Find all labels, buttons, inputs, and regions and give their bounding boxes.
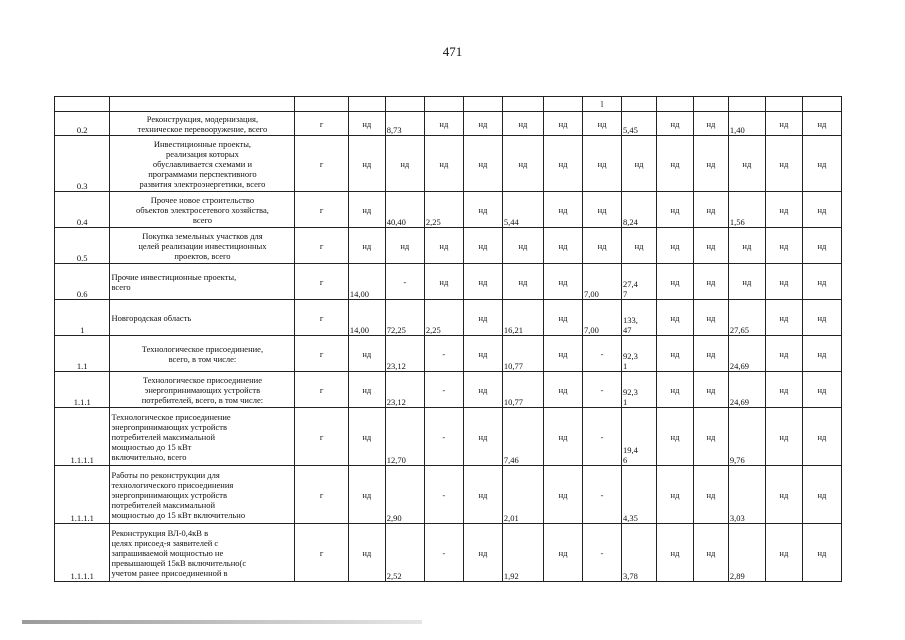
value-cell: нд	[583, 228, 622, 264]
value-cell: нд	[543, 112, 582, 136]
row-name: Технологическое присоединение энергопринимающих устройств потребителей максимальной мощностью до 15 кВт включительно, всего	[110, 408, 295, 466]
value-cell: нд	[656, 300, 693, 336]
value-cell: 2,25	[424, 300, 463, 336]
value-cell: 23,12	[385, 336, 424, 372]
value-cell: нд	[656, 372, 693, 408]
value-cell: нд	[463, 300, 502, 336]
row-unit: г	[295, 192, 348, 228]
value-cell: -	[424, 408, 463, 466]
value-cell: 9,76	[728, 408, 765, 466]
header-cell	[622, 97, 657, 112]
header-cell	[385, 97, 424, 112]
value-cell: нд	[656, 112, 693, 136]
value-cell: нд	[765, 466, 802, 524]
value-cell: нд	[543, 264, 582, 300]
value-cell: нд	[543, 192, 582, 228]
value-cell: нд	[385, 136, 424, 192]
row-code: 0.3	[55, 136, 110, 192]
value-cell: нд	[765, 300, 802, 336]
row-code: 1.1.1.1	[55, 466, 110, 524]
value-cell: нд	[802, 524, 841, 582]
row-unit: г	[295, 136, 348, 192]
value-cell: -	[583, 372, 622, 408]
header-cell	[543, 97, 582, 112]
value-cell: нд	[622, 136, 657, 192]
value-cell: -	[424, 372, 463, 408]
value-cell: нд	[424, 264, 463, 300]
value-cell: 1,92	[502, 524, 543, 582]
value-cell: 5,44	[502, 192, 543, 228]
row-code: 1.1	[55, 336, 110, 372]
value-cell: нд	[656, 264, 693, 300]
value-cell: нд	[348, 372, 385, 408]
value-cell: -	[583, 466, 622, 524]
value-cell: нд	[348, 408, 385, 466]
value-cell: нд	[502, 228, 543, 264]
value-cell: нд	[543, 228, 582, 264]
value-cell: нд	[463, 264, 502, 300]
value-cell: нд	[543, 336, 582, 372]
row-name: Новгородская область	[110, 300, 295, 336]
row-name: Работы по реконструкции для технологического присоединения энергопринимающих устройств потребителей максимальной мощностью до 15 кВт включительно	[110, 466, 295, 524]
row-unit: г	[295, 336, 348, 372]
value-cell: 14,00	[348, 264, 385, 300]
row-code: 0.4	[55, 192, 110, 228]
row-unit: г	[295, 524, 348, 582]
value-cell: нд	[463, 112, 502, 136]
header-cell	[693, 97, 728, 112]
value-cell: нд	[463, 192, 502, 228]
value-cell: 72,25	[385, 300, 424, 336]
value-cell: нд	[728, 136, 765, 192]
header-cell	[656, 97, 693, 112]
value-cell: нд	[693, 136, 728, 192]
value-cell: нд	[693, 372, 728, 408]
value-cell: 14,00	[348, 300, 385, 336]
value-cell: нд	[656, 336, 693, 372]
row-unit: г	[295, 300, 348, 336]
value-cell: 1,56	[728, 192, 765, 228]
header-cell	[502, 97, 543, 112]
value-cell: нд	[543, 408, 582, 466]
value-cell: нд	[765, 228, 802, 264]
row-code: 1.1.1.1	[55, 408, 110, 466]
value-cell: нд	[693, 466, 728, 524]
table-row	[55, 372, 842, 408]
value-cell: нд	[424, 228, 463, 264]
row-code: 0.5	[55, 228, 110, 264]
value-cell: нд	[765, 264, 802, 300]
value-cell: 27,4 7	[622, 264, 657, 300]
value-cell: нд	[622, 228, 657, 264]
value-cell: 23,12	[385, 372, 424, 408]
value-cell: 4,35	[622, 466, 657, 524]
row-unit: г	[295, 228, 348, 264]
value-cell: нд	[385, 228, 424, 264]
row-name: Покупка земельных участков для целей реализации инвестиционных проектов, всего	[110, 228, 295, 264]
value-cell: 2,89	[728, 524, 765, 582]
value-cell: 3,03	[728, 466, 765, 524]
value-cell: нд	[463, 466, 502, 524]
value-cell: нд	[348, 136, 385, 192]
value-cell: 2,90	[385, 466, 424, 524]
header-cell	[110, 97, 295, 112]
value-cell: 1,40	[728, 112, 765, 136]
header-marker: l	[583, 97, 622, 112]
value-cell: 92,3 1	[622, 372, 657, 408]
header-cell	[463, 97, 502, 112]
value-cell: нд	[583, 192, 622, 228]
value-cell: нд	[728, 264, 765, 300]
value-cell: нд	[424, 112, 463, 136]
row-code: 1	[55, 300, 110, 336]
value-cell: 3,78	[622, 524, 657, 582]
value-cell: 92,3 1	[622, 336, 657, 372]
row-code: 1.1.1	[55, 372, 110, 408]
value-cell: нд	[802, 466, 841, 524]
value-cell: нд	[802, 136, 841, 192]
row-name: Технологическое присоединение, всего, в том числе:	[110, 336, 295, 372]
value-cell: 24,69	[728, 336, 765, 372]
table-row	[55, 408, 842, 466]
value-cell: нд	[693, 408, 728, 466]
table-row	[55, 264, 842, 300]
value-cell: 12,70	[385, 408, 424, 466]
value-cell: нд	[348, 466, 385, 524]
value-cell: нд	[802, 300, 841, 336]
value-cell: нд	[348, 112, 385, 136]
value-cell: нд	[765, 408, 802, 466]
row-name: Прочее новое строительство объектов электросетевого хозяйства, всего	[110, 192, 295, 228]
value-cell: 7,00	[583, 300, 622, 336]
value-cell: 16,21	[502, 300, 543, 336]
value-cell: 40,40	[385, 192, 424, 228]
row-code: 1.1.1.1	[55, 524, 110, 582]
table-row	[55, 300, 842, 336]
value-cell: нд	[656, 192, 693, 228]
value-cell: -	[583, 524, 622, 582]
value-cell: 7,46	[502, 408, 543, 466]
value-cell: 8,73	[385, 112, 424, 136]
value-cell: нд	[656, 136, 693, 192]
value-cell: нд	[583, 112, 622, 136]
value-cell: нд	[765, 112, 802, 136]
value-cell: 2,01	[502, 466, 543, 524]
value-cell: нд	[693, 112, 728, 136]
table-row	[55, 466, 842, 524]
value-cell: нд	[728, 228, 765, 264]
value-cell: -	[424, 336, 463, 372]
value-cell: нд	[802, 408, 841, 466]
value-cell: -	[424, 466, 463, 524]
row-unit: г	[295, 112, 348, 136]
value-cell: нд	[463, 408, 502, 466]
header-cell	[728, 97, 765, 112]
value-cell: нд	[543, 300, 582, 336]
value-cell: нд	[463, 228, 502, 264]
row-name: Инвестиционные проекты, реализация которых обуславливается схемами и программами перспективного развития электроэнергетики, всего	[110, 136, 295, 192]
value-cell: нд	[693, 524, 728, 582]
value-cell: -	[583, 336, 622, 372]
value-cell: нд	[502, 136, 543, 192]
header-cell	[348, 97, 385, 112]
value-cell: нд	[463, 372, 502, 408]
value-cell: нд	[802, 112, 841, 136]
value-cell: нд	[765, 524, 802, 582]
value-cell: нд	[693, 228, 728, 264]
table-header-row	[55, 97, 842, 112]
value-cell: -	[424, 524, 463, 582]
value-cell: нд	[463, 524, 502, 582]
table-row	[55, 336, 842, 372]
row-unit: г	[295, 408, 348, 466]
value-cell: 10,77	[502, 336, 543, 372]
table-row	[55, 112, 842, 136]
value-cell: 5,45	[622, 112, 657, 136]
value-cell: -	[385, 264, 424, 300]
value-cell: нд	[583, 136, 622, 192]
value-cell: нд	[765, 192, 802, 228]
table-row	[55, 524, 842, 582]
value-cell: нд	[543, 372, 582, 408]
header-cell	[424, 97, 463, 112]
value-cell: нд	[502, 112, 543, 136]
value-cell: нд	[502, 264, 543, 300]
value-cell: 19,4 6	[622, 408, 657, 466]
value-cell: нд	[348, 524, 385, 582]
header-cell	[802, 97, 841, 112]
value-cell: 2,52	[385, 524, 424, 582]
value-cell: нд	[802, 336, 841, 372]
value-cell: нд	[765, 136, 802, 192]
value-cell: нд	[656, 408, 693, 466]
value-cell: нд	[693, 192, 728, 228]
row-name: Реконструкция ВЛ-0,4кВ в целях присоед-я заявителей с запрашиваемой мощностью не превышающей 15кВ включительно(с учетом ранее присоединенной в	[110, 524, 295, 582]
table-row	[55, 192, 842, 228]
value-cell: 24,69	[728, 372, 765, 408]
value-cell: 10,77	[502, 372, 543, 408]
header-cell	[765, 97, 802, 112]
value-cell: нд	[802, 264, 841, 300]
value-cell: нд	[424, 136, 463, 192]
header-cell	[55, 97, 110, 112]
value-cell: 7,00	[583, 264, 622, 300]
table-row	[55, 228, 842, 264]
data-table	[54, 96, 842, 582]
value-cell: нд	[656, 228, 693, 264]
value-cell: нд	[463, 336, 502, 372]
row-code: 0.6	[55, 264, 110, 300]
value-cell: 8,24	[622, 192, 657, 228]
value-cell: нд	[463, 136, 502, 192]
table-row	[55, 136, 842, 192]
header-cell	[295, 97, 348, 112]
value-cell: нд	[543, 524, 582, 582]
row-unit: г	[295, 264, 348, 300]
value-cell: нд	[802, 192, 841, 228]
page-number: 471	[442, 44, 463, 59]
value-cell: нд	[348, 192, 385, 228]
scan-edge-bar	[22, 620, 422, 624]
value-cell: нд	[693, 264, 728, 300]
row-name: Реконструкция, модернизация, техническое перевооружение, всего	[110, 112, 295, 136]
value-cell: 133, 47	[622, 300, 657, 336]
value-cell: нд	[543, 136, 582, 192]
value-cell: нд	[656, 466, 693, 524]
value-cell: нд	[656, 524, 693, 582]
row-unit: г	[295, 372, 348, 408]
row-name: Прочие инвестиционные проекты, всего	[110, 264, 295, 300]
row-code: 0.2	[55, 112, 110, 136]
value-cell: нд	[348, 228, 385, 264]
value-cell: -	[583, 408, 622, 466]
row-name: Технологическое присоединение энергопринимающих устройств потребителей, всего, в том числе:	[110, 372, 295, 408]
value-cell: 2,25	[424, 192, 463, 228]
value-cell: нд	[693, 336, 728, 372]
value-cell: нд	[802, 372, 841, 408]
row-unit: г	[295, 466, 348, 524]
value-cell: нд	[348, 336, 385, 372]
value-cell: нд	[765, 336, 802, 372]
value-cell: нд	[802, 228, 841, 264]
value-cell: нд	[765, 372, 802, 408]
value-cell: нд	[693, 300, 728, 336]
value-cell: нд	[543, 466, 582, 524]
value-cell: 27,65	[728, 300, 765, 336]
